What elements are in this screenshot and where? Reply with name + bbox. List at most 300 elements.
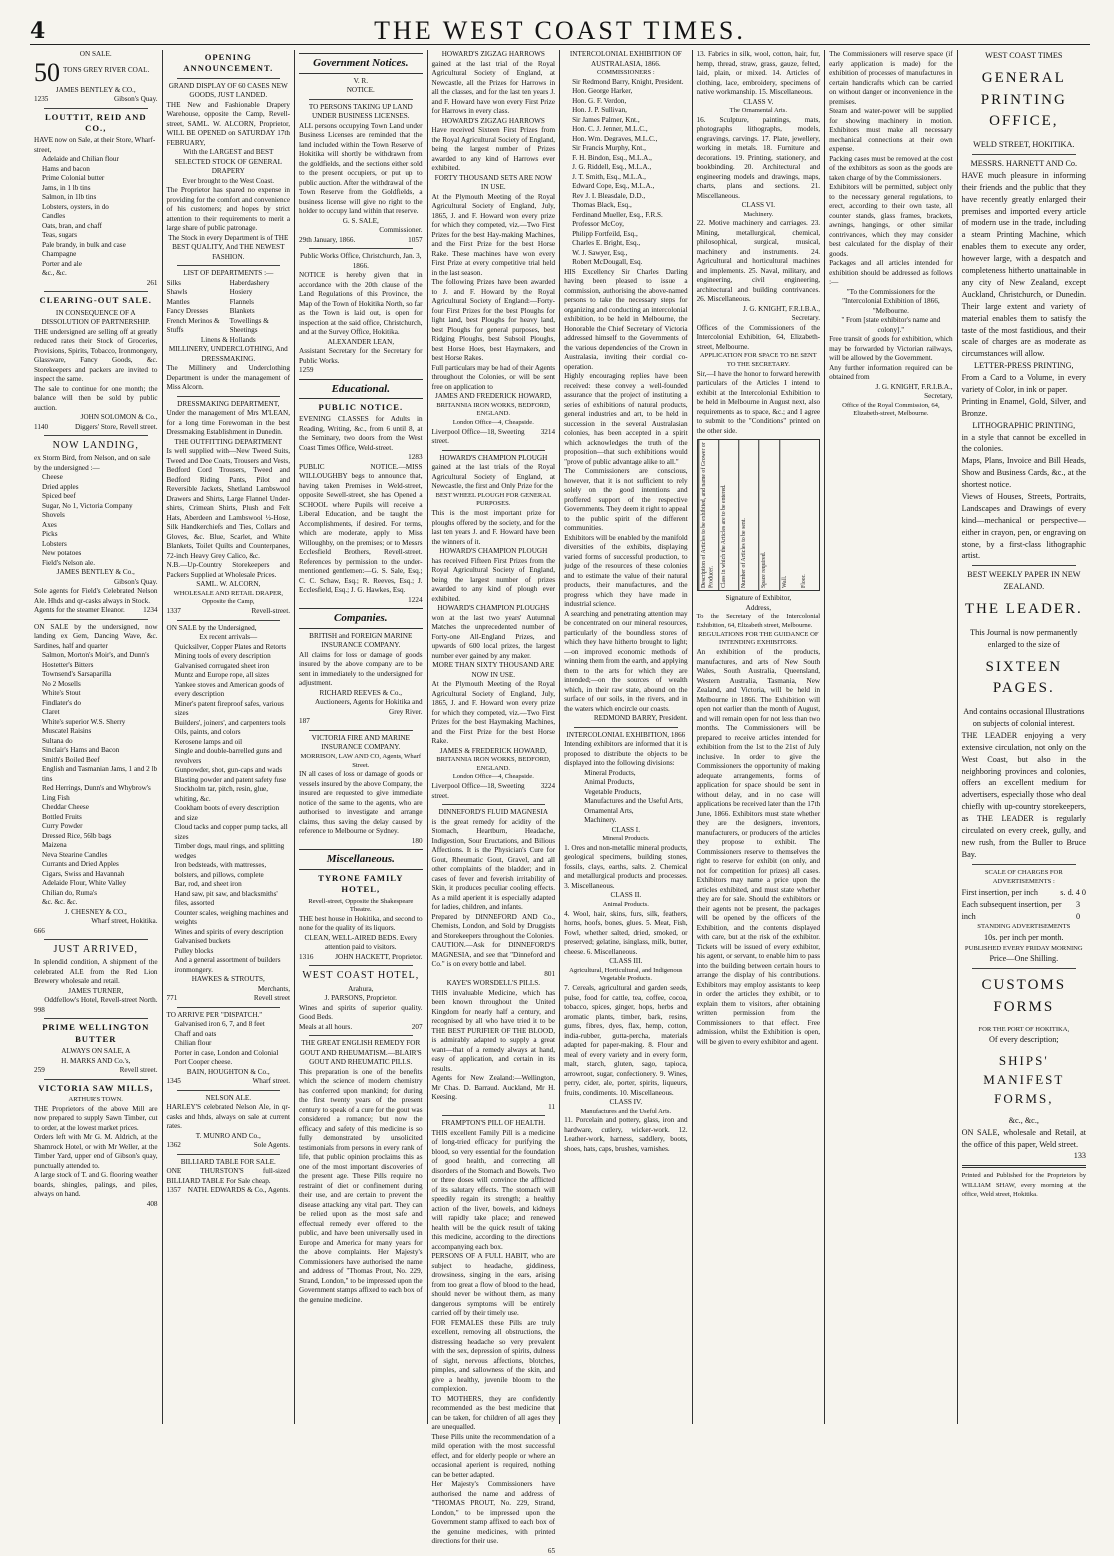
list-item: Quicksilver, Copper Plates and Retorts (174, 642, 287, 651)
standing-price: 10s. per inch per month. (984, 933, 1064, 943)
class-heading: CLASS II. (610, 891, 642, 900)
ad-number: 1357 (166, 1186, 181, 1195)
prime-butter-sub: ALWAYS ON SALE, A (61, 1047, 131, 1056)
list-item: Currants and Dried Apples (42, 860, 119, 869)
harnett-heading: MESSRS. HARNETT AND Co. (970, 159, 1078, 169)
list-item: Sinclair's Hams and Bacon (42, 746, 120, 755)
table-header-cell: Description of Articles to be exhibited, and name of Grower or Producer. (698, 440, 718, 590)
litho-body: in a style that cannot be excelled in the colonies. (961, 432, 1086, 454)
advertiser: RICHARD REEVES & Co., (319, 688, 403, 697)
frampton-heading: FRAMPTON'S PILL OF HEALTH. (441, 1119, 546, 1128)
list-item: Jams, in 1 lb tins (42, 183, 91, 192)
champion-plough-body-3: has received Fifteen First Prizes from the Royal Agricultural Society of England, being the largest number of prizes awarded to any kind of plough ever exhibited. (431, 556, 556, 603)
list-item: Muscatel Raisins (42, 727, 92, 736)
ad-number: 259 (34, 1066, 45, 1075)
ad-number: 1345 (166, 1077, 181, 1086)
millinery-body: The Millinery and Underclothing Department is under the management of Miss Alcorn. (166, 364, 291, 392)
address-line: Address, (745, 603, 772, 612)
ad-number: 1234 (143, 606, 158, 615)
list-item: Gunpowder, shot, gun-caps and wads (174, 766, 283, 775)
champion-plough-body: gained at the last trials of the Royal Agricultural Society of England, at Newcastle, the first and Only Prize for the (431, 463, 556, 491)
british-marine-heading: BRITISH and FOREIGN MARINE INSURANCE COMPANY. (309, 631, 413, 650)
list-item: Stockholm tar, pitch, resin, glue, whiting, &c. (174, 785, 269, 803)
coal-line: TONS GREY RIVER COAL. (63, 65, 150, 74)
list-item: Ornamental Arts, (584, 806, 634, 815)
separator (177, 265, 281, 266)
ad-number: 1316 (299, 952, 314, 961)
champion-plough-heading: HOWARD'S CHAMPION PLOUGH (439, 453, 548, 462)
class-items: 1. Ores and non-metallic mineral products, geological specimens, building stones, fossils, clays, earths, salts. 2. Chemical and metallurgical products and processes. 3. Miscellaneous. (564, 843, 688, 890)
dinneford-body: is the great remedy for acidity of the Stomach, Heartburn, Headache, Indigestion, Sour Eructations, and Bilious Affections. It is the Physician's Cure for Gout, Rheumatic Gout, Gravel, and all other complaints of the bladder; and in cases of fever and feverish irritability of Skin, it produces peculiar cooling effects. As a mild aperient it is especially adapted for ladies, children, and infants. (431, 817, 556, 912)
scale-heading: SCALE OF CHARGES FOR ADVERTISEMENTS : (984, 868, 1063, 886)
list-item: Cheddar Cheese (42, 803, 89, 812)
list-item: Hon. G. F. Verdon, (572, 96, 627, 105)
column-6 (693, 50, 826, 1424)
column-1 (30, 50, 163, 1424)
onsale-intro: ON SALE by the undersigned, now landing ex Gem, Dancing Wave, &c. Sardines, half and quarter (34, 622, 158, 650)
each-price: 3 0 (1075, 899, 1081, 921)
dept-item: French Merinos & Stuffs (166, 316, 220, 335)
leader-heading: THE LEADER. (964, 601, 1083, 618)
ad-number: 1337 (166, 607, 181, 616)
more-than-sixty: MORE THAN SIXTY THOUSAND ARE NOW IN USE. (432, 661, 555, 679)
excellency-body: HIS Excellency Sir Charles Darling having been pleased to issue a commission, authorising the above-named persons to take the necessary steps for organizing and conducting an intercolonial exhibition, to be held in Melbourne, the Honorable the Chief Secretary of Victoria addressed himself to the Governments of the various dependencies of the Crown in Australasia, inviting their cordial co-operation. (564, 267, 688, 371)
ever-brought: Ever brought to the West Coast. (182, 176, 275, 185)
separator (44, 1018, 148, 1019)
list-item: Findlater's do (42, 698, 82, 707)
dept-item: Silks (166, 278, 181, 287)
list-item: Manufactures and the Useful Arts, (584, 797, 683, 806)
masthead (30, 18, 1090, 44)
address-block: "To the Commissioners for the "Intercolonial Exhibition of 1866, "Melbourne. (842, 287, 940, 315)
separator (972, 154, 1076, 155)
list-item: Salmon, Morton's Moir's, and Dunn's (42, 651, 150, 660)
ad-number: 207 (411, 1022, 423, 1031)
west-coast-hotel-body: Wines and spirits of superior quality. Good Beds. (299, 1003, 423, 1022)
list-item: Hand saw, pit saw, and blacksmiths' files, assorted (174, 889, 278, 908)
list-item: Chaff and oats (174, 1029, 217, 1038)
column-7 (825, 50, 958, 1424)
list-item: &c. &c. &c. (42, 898, 78, 907)
signature: J. G. KNIGHT, F.R.I.B.A., (742, 304, 821, 313)
dinneford-caution: CAUTION.—Ask for DINNEFORD'S MAGNESIA, and see that "Dinneford and Co." is on every bottle and label. (431, 941, 556, 969)
liverpool-office: Liverpool Office—18, Sweeting street. (431, 427, 525, 446)
nelson-ale-body: HARLEY'S celebrated Nelson Ale, in qr-casks and hhds, always on sale at current rates. (166, 1103, 291, 1131)
column-4 (428, 50, 561, 1555)
saw-mills-heading: VICTORIA SAW MILLS, (38, 1082, 154, 1093)
separator (44, 1079, 148, 1080)
ad-number: 11 (548, 1102, 556, 1111)
wct-heading: WEST COAST TIMES (985, 51, 1063, 60)
list-item: Champagne (42, 250, 77, 259)
class-items: 4. Wool, hair, skins, furs, silk, feathers, horns, hoofs, bones, glues. 5. Meat, Fish, Fowl, whether salted, dried, smoked, or preserved; gelatine, isinglass, milk, butter, cheese. 6. Miscellaneous. (564, 909, 688, 956)
loutitt-heading: LOUTTIT, REID AND CO., (44, 111, 147, 133)
advertiser-sub: Auctioneers, Agents for Hokitika and Grey River. (314, 698, 423, 716)
ad-number: 1140 (34, 422, 49, 431)
exhibition-heading: INTERCOLONIAL EXHIBITION OF AUSTRALASIA, 1866. (569, 50, 682, 68)
advertiser: NATH. EDWARDS & Co., Agents. (187, 1186, 291, 1195)
advertiser: J. CHESNEY & CO., (64, 907, 127, 916)
nb-note: N.B.—Up-Country Storekeepers and Packers Supplied at Wholesale Prices. (166, 561, 291, 579)
saw-mills-body: THE Proprietors of the above Mill are now prepared to supply Sawn Timber, cut to order, at the lowest market prices. (34, 1104, 158, 1132)
class-heading: CLASS III. (609, 957, 643, 966)
saw-mills-body-2: Orders left with Mr G. M. Aldrich, at the Shamrock Hotel, or with Mr Weller, at the Timber Yard, upper end of Gibson's quay, punctually attended to. (34, 1133, 158, 1170)
list-item: W. J. Sawyer, Esq., (572, 248, 628, 257)
evening-classes: EVENING CLASSES for Adults in Reading, Writing, &c., from 6 until 8, at the Seminary, two doors from the West Coast Times Office, Weld-street. (299, 415, 423, 452)
enamel-body: Printing in Enamel, Gold, Silver, and Bronze. (961, 396, 1086, 418)
clearing-body-2: The sale to continue for one month; the balance will then be sold by public auction. (34, 384, 158, 412)
list-item: Cloud tacks and copper pump tacks, all sizes (174, 823, 288, 841)
list-item: Field's Nelson ale. (42, 558, 95, 567)
prime-butter-heading: PRIME WELLINGTON BUTTER (42, 1022, 150, 1044)
leader-body-2: And contains occasional Illustrations on subjects of colonial interest. (963, 707, 1085, 729)
regulations-body: An exhibition of the products, manufactures, and arts of New South Wales, South Australia, Queensland, Western Australia, Tasmania, New Zealand, and Victoria, will be held in Melbourne in 1866. The Exhibition will open not earlier than the month of August, and will remain open for not less than two months. The Commissioners will be prepared to receive articles intended for exhibition from the 1st to the 21st of July inclusive. In order to give the Commissioners the opportunity of making adequate arrangements, forms of application for space should be sent in without delay, and in no case will applications be received later than the 17th June, 1866. Exhibitors must state whether they are the designers, inventors, manufacturers, or producers of the articles they propose to exhibit. The Commissioners reserve to themselves the right to reserve for exhibit (on only, and not for competition for prizes) all cases. Exhibitors may name a price upon the articles exhibited, and must state whether they are for sale. Should the exhibitors or their agents not be present, the packages will be opened by the officers of the Exhibition, and the contents displayed with care, but at the risk of the exhibitor. Tickets will be issued of every exhibitor, his agent, or servant, to enable him to pass into the building between certain hours to arrange the display of his contributions. Exhibitors may employ assistants to keep in order the articles they exhibit, or to explain them to visitors, after obtaining written permission from the Commissioners to that effect. Free admission, whilst the Exhibition is open, will be given to every exhibitor and agent. (696, 648, 821, 1046)
packing-body: Packing cases must be removed at the cost of the exhibitors as soon as the goods are taken charge of by the Commissioners. (829, 154, 953, 182)
list-item: Blasting powder and patent safety fuse (174, 775, 287, 784)
advertiser: JAMES AND FREDERICK HOWARD, (435, 392, 552, 400)
list-item: English and Tasmanian Jams, 1 and 2 lb tins (42, 765, 158, 783)
list-item: Hams and bacon (42, 164, 90, 173)
dept-item: Fancy Dresses (166, 307, 209, 316)
class-items: 13. Fabrics in silk, wool, cotton, hair, fur, hemp, thread, straw, grass, gauze, felted, laid, plain, or mixed. 14. Articles of clothing, lace, embroidery, specimens of native workmanship. 15. Miscellaneous. (696, 50, 821, 96)
ships-manifest-heading: SHIPS' MANIFEST FORMS, (983, 1053, 1065, 1106)
departments-heading: LIST OF DEPARTMENTS :— (183, 269, 274, 278)
further-body: Any further information required can be obtained from (829, 363, 953, 381)
class-items: 22. Motive machinery and carriages. 23. Mining, metallurgical, chemical, philosophical, surgical, musical, machinery and instruments. 24. Agricultural and horticultural machines and implements. 25. Naval, military, and engineering, civil engineering, architectural and building contrivances. 26. Miscellaneous. (696, 219, 821, 304)
howard-harrows-heading: HOWARD'S ZIGZAG HARROWS (441, 50, 545, 58)
imprint: Printed and Published for the Proprietors by WILLIAM SHAW, every morning at the office, Weld street, Hokitika. (961, 1172, 1086, 1199)
ad-number: 1057 (408, 235, 423, 244)
list-item: Sir Francis Murphy, Knt., (572, 144, 646, 153)
separator (309, 248, 413, 249)
from-line: " From [state exhibitor's name and colony]." (841, 316, 941, 334)
signature-title: Secretary. (791, 314, 821, 323)
kaye-heading: KAYE'S WORSDELL'S PILLS. (446, 979, 541, 988)
office-address: Office of the Royal Commission, 64, Elizabeth-street, Melbourne. (842, 401, 940, 418)
list-item: Hon. C. J. Jenner, M.L.C., (572, 125, 648, 134)
onsale-heading: ON SALE by the Undersigned, (166, 623, 257, 632)
victoria-fire-heading: VICTORIA FIRE AND MARINE INSURANCE COMPANY. (311, 733, 410, 752)
tyrone-hotel-beds: CLEAN, WELL-AIRED BEDS. Every attention paid to visitors. (304, 933, 418, 952)
list-item: Oats, bran, and chaff (42, 221, 102, 230)
list-item: Counter scales, weighing machines and weights (174, 908, 289, 927)
ad-address: Gibson's Quay. (113, 95, 158, 103)
list-item: Sultana do (42, 736, 73, 745)
class-title: Animal Products. (602, 900, 649, 908)
section-heading-miscellaneous: Miscellaneous. (299, 849, 423, 870)
list-item: White's superior W.S. Sherry (42, 717, 126, 726)
advertiser: J. PARSONS, Proprietor. (324, 994, 397, 1003)
list-item: Galvanised iron 6, 7, and 8 feet (174, 1020, 265, 1029)
zigzag-body: Have received Sixteen First Prizes from the Royal Agricultural Society of England, being the largest number of Prizes awarded to any kind of Harrows ever exhibited. (431, 126, 556, 172)
now-landing-sub: ex Storm Bird, from Nelson, and on sale by the undersigned :— (34, 454, 151, 472)
advertiser-sub: Sole Agents. (253, 1141, 291, 1150)
separator (972, 565, 1076, 566)
separator (177, 1090, 281, 1091)
remedy-heading: THE GREAT ENGLISH REMEDY FOR GOUT AND RHEUMATISM.—BLAIR'S GOUT AND RHEUMATIC PILLS. (299, 1039, 422, 1067)
list-item: Lobsters (42, 539, 67, 548)
frampton-body-2: PERSONS OF A FULL HABIT, who are subject to headache, giddiness, drowsiness, singing in the ears, arising from too great a flow of blood to the head, should never be without them, as many dangerous symptoms will be entirely carried off by their timely use. (431, 1252, 556, 1318)
ad-number: 1259 (299, 366, 314, 375)
list-item: Bottled Fruits (42, 812, 82, 821)
just-arrived-heading: JUST ARRIVED, (53, 944, 138, 956)
vr-emblem: V. R. (353, 76, 369, 85)
list-item: Yankee stoves and American goods of every description (174, 680, 285, 699)
plymouth-body-2: At the Plymouth Meeting of the Royal Agricultural Society of England, July, 1865, J. and F. Howard won every prize for which they competed, viz.—Two First Prizes for the best Haymaking Machines, and the First Prize for the best Horse Rake. (431, 680, 556, 746)
column-3 (295, 50, 428, 1424)
signature: G. S. SALE, (342, 216, 379, 225)
public-notice-heading: PUBLIC NOTICE. (318, 402, 404, 413)
list-item: Adelaide and Chilian flour (42, 155, 119, 164)
frampton-body-3: FOR FEMALES these Pills are truly excellent, removing all obstructions, the distressing headache so very prevalent with the sex, depression of spirits, dulness of sight, nervous affections, blotches, pimples, and sallowness of the skin, and give a healthy, juvenile bloom to the complexion. (431, 1318, 556, 1394)
advertiser: T. MUNRO AND Co., (195, 1131, 261, 1140)
list-item: Rev J. I. Bleasdale, D.D., (572, 191, 646, 200)
ad-number: 1224 (408, 595, 423, 604)
list-item: Machinery. (584, 816, 617, 825)
offices: Offices of the Commissioners of the Intercolonial Exhibition, 64, Elizabeth-street, Melbourne. (696, 323, 821, 351)
list-item: Iron bedsteads, with mattresses, bolsters, and pillows, complete (174, 861, 267, 879)
separator (309, 965, 413, 966)
litho-heading: LITHOGRAPHIC PRINTING, (972, 420, 1076, 430)
card-body: From a Card to a Volume, in every variety of Color, in ink or paper. (961, 373, 1086, 394)
class-title: Machinery. (743, 210, 774, 218)
ad-address: Oddfellow's Hotel, Revell-street North. (44, 996, 158, 1005)
advertiser: JOHN SOLOMON & Co., (80, 413, 158, 422)
ad-address: Gibson's Quay. (113, 577, 158, 586)
government-body: ALL persons occupying Town Land under Business Licenses are reminded that the land included within the Town Reserve of Hokitika will shortly be withdrawn from the goldfields, and the sections either sold to the present occupiers, or put up to public auction. After the withdrawal of the Town Reserve from the Goldfields, a business license will give no right to the holder to occupy land within that reserve. (299, 121, 423, 216)
dressmaking-heading: DRESSMAKING DEPARTMENT, (177, 399, 280, 408)
notice-date: 29th January, 1866. (299, 235, 356, 244)
ad-number: 180 (411, 836, 423, 845)
section-heading-companies: Companies. (299, 608, 423, 629)
maps-body: Maps, Plans, Invoice and Bill Heads, Show and Business Cards, &c., at the shortest notice. (961, 456, 1086, 490)
application-body: Sir,—I have the honor to forward herewith particulars of the Articles I intend to exhibit at the Intercolonial Exhibition to be held in Melbourne in August next, also requirements as to space, &c.; and I agree to submit to the "Conditions" printed on the other side. (696, 369, 821, 435)
champion-plough-heading-2: HOWARD'S CHAMPION PLOUGH (439, 547, 548, 556)
clearing-heading: CLEARING-OUT SALE. (39, 295, 152, 306)
on-sale-heading: ON SALE. (79, 50, 112, 58)
separator (309, 99, 413, 100)
class-title: The Ornamental Arts. (729, 107, 787, 114)
double-rule (962, 1165, 1086, 1168)
particulars: Full particulars may be had of their Agents throughout the Colonies, or will be sent free on application to (431, 363, 556, 391)
advertiser: HAWKES & STROUTS, (191, 975, 265, 984)
ad-address: Revell street (253, 994, 291, 1003)
separator (44, 619, 148, 620)
list-item: Red Herrings, Dunn's and Whybrow's Ling Fish (42, 784, 151, 802)
steam-body: Steam and water-power will be supplied for showing machinery in motion. Exhibitors must make all necessary mechanical connections at their own expense. (829, 107, 953, 153)
section-heading-educational: Educational. (299, 379, 423, 400)
list-item: J. T. Smith, Esq., M.L.A., (572, 172, 646, 181)
big-number: 50 (34, 57, 60, 87)
commissioners-heading: COMMISSIONERS : (596, 69, 655, 76)
list-item: Hostetter's Bitters (42, 660, 94, 669)
separator (177, 78, 281, 79)
west-coast-hotel-sub: Arahura, (348, 984, 374, 993)
list-item: Candles (42, 212, 66, 221)
british-marine-body: All claims for loss or damage of goods insured by the above company are to be sent in immediately to the undersigned for adjustment. (299, 650, 423, 688)
list-item: New potatoes (42, 549, 82, 558)
each-insertion: Each subsequent insertion, per inch (961, 899, 1062, 921)
ad-number: 3224 (540, 782, 556, 791)
ad-number: 771 (166, 994, 178, 1003)
section-heading-government: Government Notices. (299, 53, 423, 74)
ad-number: 998 (34, 1005, 45, 1014)
loutitt-intro: HAVE now on Sale, at their Store, Wharf-street, (34, 136, 156, 154)
advertiser: JOHN HACKETT, Proprietor. (335, 952, 423, 961)
class-items: 11. Porcelain and pottery, glass, iron and hardware, cutlery, wicker-work. 12. Leather-work, harness, saddlery, boots, shoes, hats, caps, brushes, varnishes. (564, 1116, 688, 1153)
list-item: Galvanised buckets (174, 937, 231, 946)
list-item: Teas, sugars (42, 231, 78, 240)
liverpool-office: Liverpool Office—18, Sweeting street. (431, 782, 525, 800)
separator (177, 1007, 281, 1008)
ad-address: Diggers' Store, Revell street. (74, 422, 158, 431)
departments (167, 279, 291, 336)
separator (177, 620, 281, 621)
columns (30, 50, 1090, 1555)
class-title: Agricultural, Horticultural, and Indigenous Vegetable Products. (569, 966, 683, 983)
separator (44, 291, 148, 292)
ad-number: 801 (544, 969, 556, 978)
opening-heading: OPENING ANNOUNCEMENT. (183, 52, 274, 74)
newspaper-title: THE WEST COAST TIMES. (374, 16, 746, 45)
list-item: Axes (42, 520, 57, 529)
separator (309, 730, 413, 731)
meals-line: Meals at all hours. (299, 1022, 353, 1031)
largest-stock: With the LARGEST and BEST SELECTED STOCK OF GENERAL DRAPERY (174, 148, 283, 176)
list-item: Cookham boots of every description and size (174, 804, 280, 822)
list-item: No 2 Mosells (42, 679, 81, 688)
separator (972, 864, 1076, 865)
table-header-cell: Number of Articles to be sent. (738, 440, 758, 590)
ad-number: 187 (299, 717, 310, 726)
dept-item: Blankets (229, 307, 255, 316)
table-header-cell: Wall. (779, 440, 799, 590)
dinneford-prep: Prepared by DINNEFORD AND Co., Chemists, London, and Sold by Druggists and Storekeepers throughout the Colonies. (431, 912, 556, 940)
saw-mills-body-3: A large stock of T. and G. flooring weather boards, shingles, palings, and piles, always on hand. (34, 1171, 158, 1199)
outfitting-body: Is well supplied with—New Tweed Suits, Tweed and Doe Coats, Trousers and Vests, Bedford Cord Trousers, Tweed and Bedford Riding Pants, Pilot and Reversible Jackets, Shetland Lambswool Drawers and Shirts, Large Flannel Under-shirts, Crimean Shirts, Plush and Felt Hats, Aberdeen and Lambswool ½-Hose, Silk Handkerchiefs and Ties, Collars and Gloves, &c. Blue, Scarlet, and White Blankets, Toilet Quilts and Counterpanes, 72-inch Heavy Grey Calico, &c. (166, 447, 291, 560)
signature: J. G. KNIGHT, F.R.I.B.A., (875, 382, 953, 391)
dept-item: Towellings & Sheetings (229, 316, 269, 335)
commissioners-body: The Commissioners are conscious, however, that it is not sufficient to rely solely on the good intentions and proffered support of the respective Governments. They deem it right to appeal to the public spirit of the different communities. (564, 467, 688, 533)
packages-body: Packages and all articles intended for exhibition should be addressed as follows :— (829, 259, 953, 286)
exhibitors-body: Exhibitors will be enabled by the manifold diversities of the exhibits, displaying varied forms of successful production, to judge of the resources of these colonies and to estimate the value of their natural products, their manufactures, and the progress which they have made in industrial science. (564, 533, 688, 609)
standing-heading: STANDING ADVERTISEMENTS (977, 923, 1071, 931)
ships-etc: &c., &c., (1008, 1115, 1039, 1125)
eleanor-line: Agents for the steamer Eleanor. (34, 606, 125, 615)
stock-quality: The Stock in every Department is of THE BEST QUALITY, And THE NEWEST FASHION. (168, 233, 289, 261)
ad-number: 133 (1073, 1151, 1086, 1161)
customs-forms-heading: CUSTOMS FORMS (981, 977, 1067, 1016)
list-item: Lobsters, oysters, in do (42, 202, 109, 211)
views-body: Views of Houses, Streets, Portraits, Landscapes and Drawings of every kind—mechanical or perspective—either in crayon, pen, or engraving on stone, by a first-class lithographic artist. (961, 491, 1086, 561)
sixteen-pages: SIXTEEN PAGES. (985, 658, 1063, 697)
class-items: 16. Sculpture, paintings, mats, photographs lithographs, models, engravings, carvings. 17. Plate, jewellery, working in metals. 18. Furniture and decorations. 19. Printing, stationery, and bookbinding. 20. Architectural and engineering models and drawings, maps, charts, plans and sections. 21. Miscellaneous. (696, 115, 821, 200)
column-8 (958, 50, 1090, 1424)
kaye-body: THIS invaluable Medicine, which has been known throughout the United Kingdom for nearly half a century, and recognised by all who have tried it to be THE BEST PURIFIER OF THE BLOOD, is admirably adapted to supply a great want—that of a remedy always at hand, easy of application, and certain in its results. (431, 988, 556, 1073)
list-item: Sir James Palmer, Knt., (572, 115, 640, 124)
clearing-subheading: IN CONSEQUENCE OF A DISSOLUTION OF PARTNERSHIP. (41, 308, 151, 327)
arrive-heading: TO ARRIVE PER "DISPATCH." (166, 1010, 263, 1019)
west-coast-hotel-heading: WEST COAST HOTEL, (302, 970, 420, 982)
tyrone-hotel-body: THE best house in Hokitika, and second to none for the quality of its liquors. (299, 914, 423, 933)
list-item: Claret (42, 708, 60, 717)
list-item: Sir Redmond Barry, Knight, President. (572, 77, 684, 86)
signature-line: Signature of Exhibitor, (725, 594, 792, 603)
signature: REDMOND BARRY, President. (593, 714, 688, 723)
separator (309, 1035, 413, 1036)
public-works-office: Public Works Office, Christchurch, Jan. 3, 1866. (300, 252, 422, 270)
zigzag-heading: HOWARD'S ZIGZAG HARROWS (441, 116, 545, 125)
separator (574, 727, 678, 728)
separator (442, 804, 546, 805)
separator (972, 968, 1076, 969)
ad-number: 1362 (166, 1141, 181, 1150)
champion-ploughs-body: won at the last two years' Autumnal Matches the unprecedented number of Forty-one All-England Prizes, and upwards of 600 local prizes, the largest number ever gained by any maker. (431, 613, 556, 660)
persons-heading: TO PERSONS TAKING UP LAND UNDER BUSINESS LICENSES. (308, 102, 413, 121)
frampton-body: THIS excellent Family Pill is a medicine of long-tried efficacy for purifying the blood, so very essential for the foundation of good health, and correcting all disorders of the Stomach and Bowels. Two or three doses will convince the afflicted of its salutary effects. The stomach will speedily regain its strength; a healthy action of the liver, bowels, and kidneys will rapidly take place; and renewed health will be the quick result of taking this medicine, according to the directions accompanying each box. (431, 1128, 556, 1251)
victoria-fire-body: IN all cases of loss or damage of goods or vessels insured by the above Company, the insured are requested to give immediate notice of the same to the agents, who are authorised to investigate and arrange claims, thus saving the delay caused by reference to Melbourne or Sydney. (299, 770, 423, 836)
list-item: Chilian do, Ruma's (42, 888, 98, 897)
table-header-cell: Space required. (758, 440, 778, 590)
list-item: Curry Powder (42, 822, 83, 831)
port-line: FOR THE PORT OF HOKITIKA, (978, 1025, 1070, 1033)
advertiser: JAMES & FREDERICK HOWARD, (439, 746, 547, 755)
kaye-agents: Agents for New Zealand:—Wellington, Mr Chas. D. Barraud. Auckland, Mr H. Keesing. (431, 1074, 556, 1102)
champion-plough-body-2: This is the most important prize for ploughs offered by the society, and for the last ten years J. and F. Howard have been the winners of it. (431, 509, 556, 546)
list-item: Builders', joiners', and carpenters tools (174, 718, 286, 727)
list-item: Robert McDougall, Esq. (572, 258, 643, 267)
remedy-body: This preparation is one of the benefits which the science of modern chemistry has conferred upon mankind; for during the first twenty years of the present century to speak of a cure for the gout was considered a romance; but now the efficacy and safety of this medicine is so fully demonstrated by unsolicited testimonials from persons in every rank of life, that public opinion proclaims this as one of the most important discoveries of the present age. These Pills require no restraint of diet or confinement during their use, and are certain to prevent the disease attacking any vital part. They can be relied upon as the most safe and effectual remedy ever offered to the public, and have been universally used in Europe and America for many years for the above complaints. Her Majesty's Commissioners have authorised the name and address of "Thomas Prout, No. 229, Strand, London," to be impressed upon the Government stamps affixed to each box of the genuine medicine. (299, 1067, 423, 1304)
mineral-reference: A searching and penetrating attention may be concentrated on our mineral resources, particularly of the boundless stores of which they have hitherto brought to light;—on improved economic methods of winning them from the earth, and applying them to the arts for which they are intended;—on the sources of wealth which, in their raw state, abound on the surface of our soils, in the rivers, and in the waters which encircle our coasts. (564, 609, 688, 713)
onsale-list (167, 643, 291, 976)
class-heading: CLASS V. (743, 97, 774, 106)
list-item: Picks (42, 530, 58, 539)
table-header-cell: Class in which the Articles are to be entered. (718, 440, 738, 590)
advertiser: H. MARKS AND Co.'s, (61, 1056, 131, 1065)
ad-number: 1235 (34, 95, 49, 103)
ad-address: Revell street. (119, 1066, 158, 1075)
opening-body: THE New and Fashionable Drapery Warehouse, opposite the Camp, Revell-street, SAML. W. ALCORN, Proprietor, WILL BE OPENED on SATURDAY 17th FEBRUARY, (166, 100, 291, 147)
list-item: Porter and ale (42, 259, 82, 268)
frampton-body-5: These Pills unite the recommendation of a mild operation with the most successful effect, and for elderly people or where an occasional aperient is required, nothing can be better adapted. (431, 1432, 556, 1479)
separator (177, 396, 281, 397)
ad-address: Wharf street, Hokitika. (91, 917, 158, 926)
list-item: &c., &c. (42, 269, 67, 278)
saw-mills-sub: ARTHUR'S TOWN. (68, 1095, 123, 1103)
list-item: F. H. Bindon, Esq., M.L.A., (572, 153, 652, 162)
printing-office-heading: GENERAL PRINTING OFFICE, (980, 69, 1067, 130)
list-item: White's Stout (42, 689, 81, 698)
reserve-body: The Commissioners will reserve space (if early application is made) for the exhibition of processes of manufactures in certain handicrafts which can be carried on without danger or inconvenience in the premises. (829, 50, 953, 106)
leader-body: This Journal is now permanently enlarged to the size of (970, 627, 1078, 649)
landing-list (34, 473, 158, 568)
frampton-body-4: TO MOTHERS, they are confidently recommended as the best medicine that can be taken, for children of all ages they are unequalled. (431, 1394, 556, 1432)
first-insertion: First insertion, per inch (961, 887, 1039, 897)
list-item: Cheese (42, 473, 63, 482)
public-works-body: NOTICE is hereby given that in accordance with the 20th clause of the Land Regulations of this Province, the Map of the Town of Hokitika North, so far as the Town is laid out, is open for inspection at the said office, Christchurch, and at the Survey Office, Hokitika. (299, 271, 423, 337)
list-item: Vegetable Products, (584, 787, 642, 796)
list-item: Sugar, No 1, Victoria Company (42, 501, 133, 510)
divisions-list (564, 769, 688, 826)
dinneford-heading: DINNEFORD'S FLUID MAGNESIA (438, 808, 549, 817)
list-item: And a general assortment of builders ironmongery. (174, 956, 281, 974)
ad-number: 3214 (540, 427, 556, 436)
onsale-body: ON SALE, wholesale and Retail, at the office of this paper, Weld street. (961, 1127, 1086, 1149)
first-price: s. d. 4 0 (1060, 887, 1086, 897)
advertiser: BAIN, HOUGHTON & Co., (186, 1067, 270, 1076)
willoughby-notice: PUBLIC NOTICE.—MISS WILLOUGHBY begs to announce that, having taken Premises in Weld-street, opposite Sewell-street, she has Opened a SCHOOL where Pupils will receive a Liberal Education, and be taught the Accomplishments, if desired. For terms, which are moderate, apply to Miss Willoughby, on the premises; or to Messrs Ecclesfield Brothers, Revell-street. References by permission to the under-mentioned gentlemen:—G. S. Sale, Esq.; C. C. Schaw, Esq.; R. Reeves, Esq.; J. Ecclesfield, Esq.; J. G. Hawkes, Esq. (299, 462, 423, 595)
published-line: PUBLISHED EVERY FRIDAY MORNING (964, 944, 1083, 952)
